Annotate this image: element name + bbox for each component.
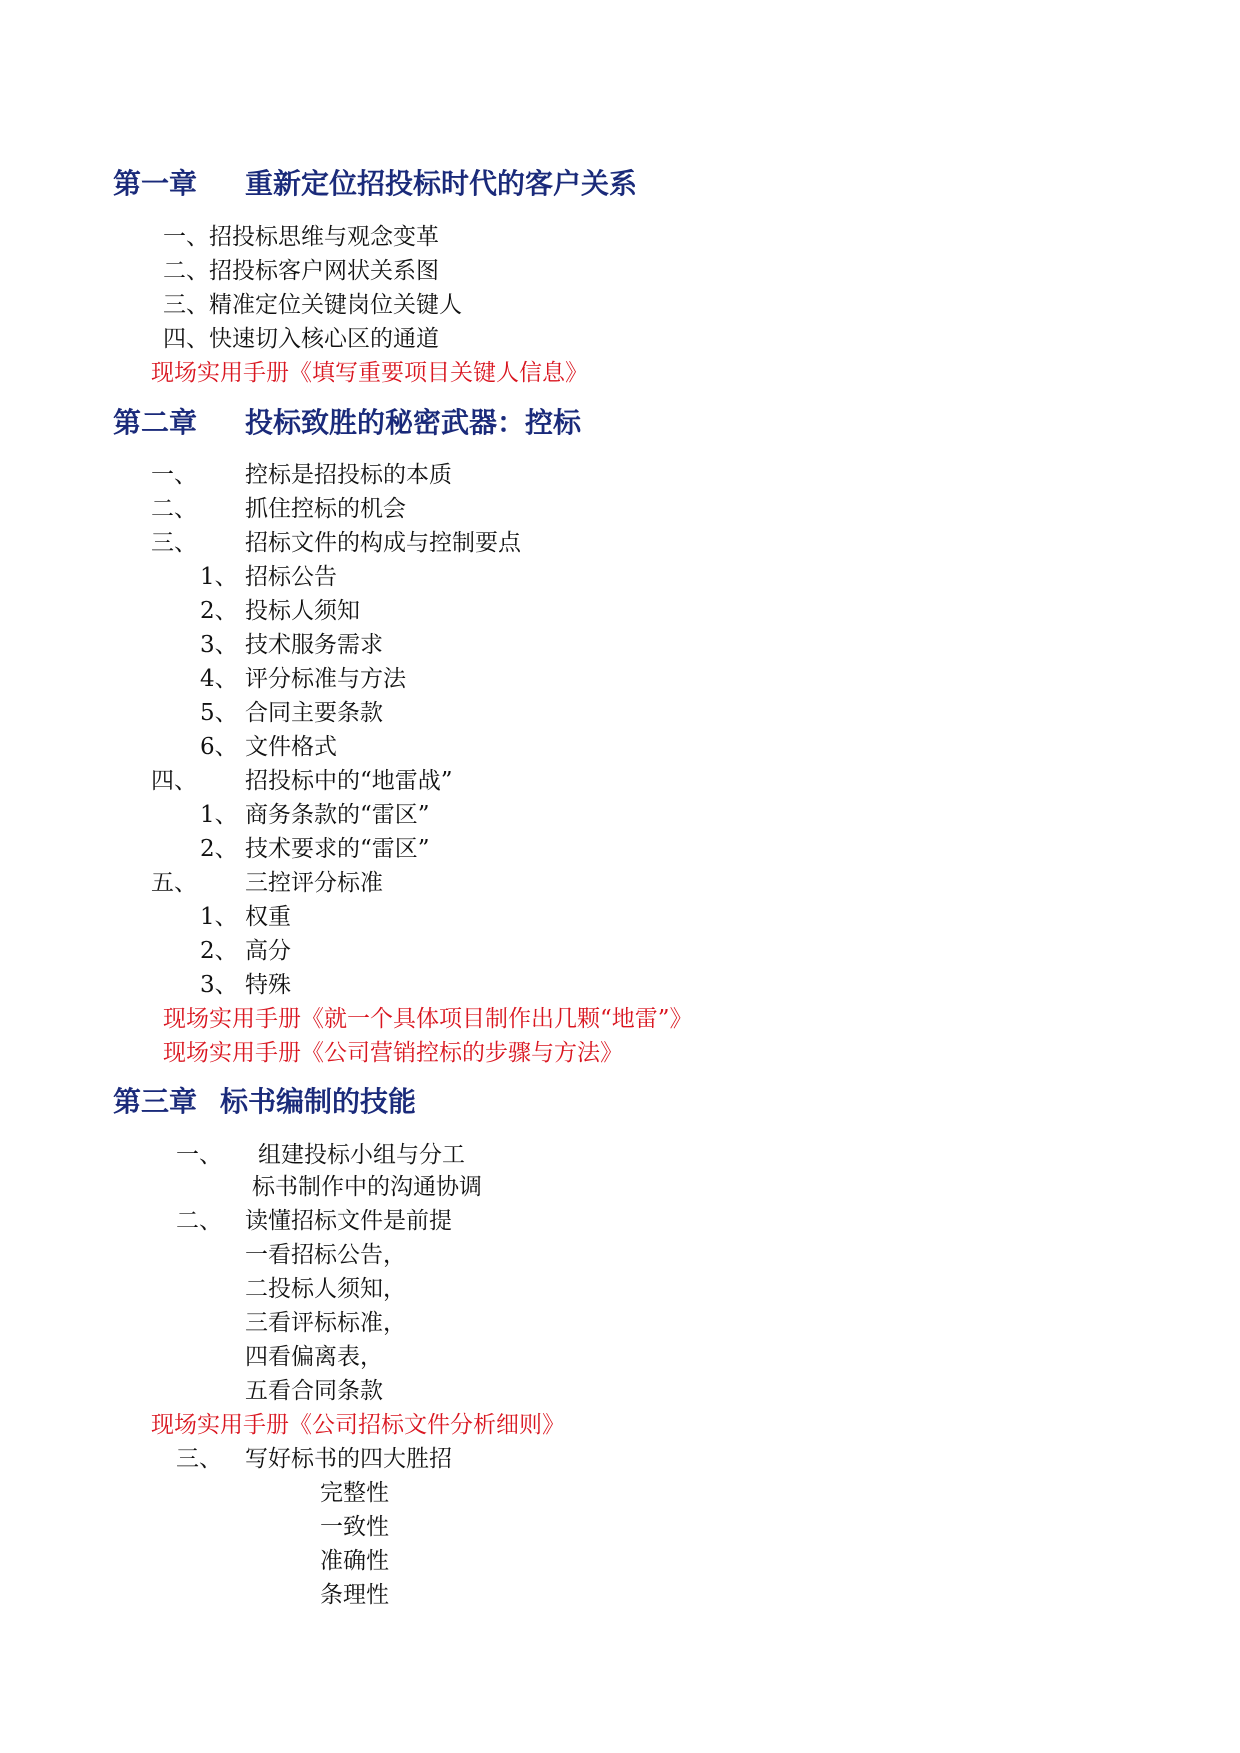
- ch3-s2-line-5: 五看合同条款: [245, 1378, 383, 1404]
- chapter-1-number: 第一章: [113, 167, 198, 200]
- ch2-section-3-num: 三、: [151, 530, 197, 556]
- ch2-s4-sub-2-num: 2、: [200, 836, 238, 862]
- ch2-s5-sub-1-text: 权重: [245, 904, 291, 930]
- ch3-section-1-extra: 标书制作中的沟通协调: [252, 1174, 482, 1200]
- ch3-s2-line-1: 一看招标公告，: [245, 1242, 406, 1268]
- ch2-s3-sub-6-text: 文件格式: [245, 734, 337, 760]
- ch2-s3-sub-2-text: 投标人须知: [245, 598, 360, 624]
- ch3-section-3-num: 三、: [176, 1446, 222, 1472]
- ch2-s3-sub-3-num: 3、: [200, 632, 238, 658]
- ch3-section-2-text: 读懂招标文件是前提: [245, 1208, 452, 1234]
- ch3-s3-line-4: 条理性: [320, 1582, 389, 1608]
- ch2-s3-sub-6-num: 6、: [200, 734, 238, 760]
- ch2-section-2-text: 抓住控标的机会: [245, 496, 406, 522]
- ch2-section-4-text: 招投标中的“地雷战”: [245, 768, 453, 794]
- ch3-section-1-text: 组建投标小组与分工: [258, 1142, 465, 1168]
- ch2-s3-sub-5-num: 5、: [200, 700, 238, 726]
- ch2-s5-sub-2-text: 高分: [245, 938, 291, 964]
- ch2-s3-sub-2-num: 2、: [200, 598, 238, 624]
- ch2-s3-sub-3-text: 技术服务需求: [245, 632, 383, 658]
- ch2-section-2-num: 二、: [151, 496, 197, 522]
- ch3-s2-line-4: 四看偏离表，: [245, 1344, 383, 1370]
- ch1-manual: 现场实用手册《填写重要项目关键人信息》: [151, 360, 588, 386]
- ch2-manual-2: 现场实用手册《公司营销控标的步骤与方法》: [163, 1040, 623, 1066]
- ch2-s5-sub-3-num: 3、: [200, 972, 238, 998]
- ch2-s4-sub-1-text: 商务条款的“雷区”: [245, 802, 430, 828]
- ch3-s2-line-2: 二投标人须知，: [245, 1276, 406, 1302]
- ch2-s3-sub-4-num: 4、: [200, 666, 238, 692]
- chapter-3-title: 标书编制的技能: [220, 1085, 417, 1118]
- ch2-section-5-num: 五、: [151, 870, 197, 896]
- chapter-1-title: 重新定位招投标时代的客户关系: [245, 167, 638, 200]
- ch2-manual-1: 现场实用手册《就一个具体项目制作出几颗“地雷”》: [163, 1006, 693, 1032]
- ch3-s3-line-1: 完整性: [320, 1480, 389, 1506]
- ch3-s3-line-2: 一致性: [320, 1514, 389, 1540]
- ch2-s5-sub-1-num: 1、: [200, 904, 238, 930]
- ch2-section-4-num: 四、: [151, 768, 197, 794]
- ch2-section-1-text: 控标是招投标的本质: [245, 462, 452, 488]
- ch2-s3-sub-1-text: 招标公告: [245, 564, 337, 590]
- ch1-item-3: 三、精准定位关键岗位关键人: [163, 292, 462, 318]
- ch2-s3-sub-5-text: 合同主要条款: [245, 700, 383, 726]
- chapter-2-title: 投标致胜的秘密武器：控标: [245, 406, 582, 439]
- ch2-s5-sub-2-num: 2、: [200, 938, 238, 964]
- chapter-3-number: 第三章: [113, 1085, 198, 1118]
- ch1-item-4: 四、快速切入核心区的通道: [163, 326, 439, 352]
- ch2-section-1-num: 一、: [151, 462, 197, 488]
- ch3-section-3-text: 写好标书的四大胜招: [245, 1446, 452, 1472]
- ch2-s4-sub-1-num: 1、: [200, 802, 238, 828]
- ch2-s5-sub-3-text: 特殊: [245, 972, 291, 998]
- ch3-s3-line-3: 准确性: [320, 1548, 389, 1574]
- ch3-section-2-num: 二、: [176, 1208, 222, 1234]
- ch3-section-1-num: 一、: [176, 1142, 222, 1168]
- ch2-s4-sub-2-text: 技术要求的“雷区”: [245, 836, 430, 862]
- chapter-2-number: 第二章: [113, 406, 198, 439]
- ch3-s2-line-3: 三看评标标准，: [245, 1310, 406, 1336]
- ch2-s3-sub-4-text: 评分标准与方法: [245, 666, 406, 692]
- ch2-section-5-text: 三控评分标准: [245, 870, 383, 896]
- ch1-item-2: 二、招投标客户网状关系图: [163, 258, 439, 284]
- ch1-item-1: 一、招投标思维与观念变革: [163, 224, 439, 250]
- ch2-section-3-text: 招标文件的构成与控制要点: [245, 530, 521, 556]
- ch3-manual: 现场实用手册《公司招标文件分析细则》: [151, 1412, 565, 1438]
- ch2-s3-sub-1-num: 1、: [200, 564, 238, 590]
